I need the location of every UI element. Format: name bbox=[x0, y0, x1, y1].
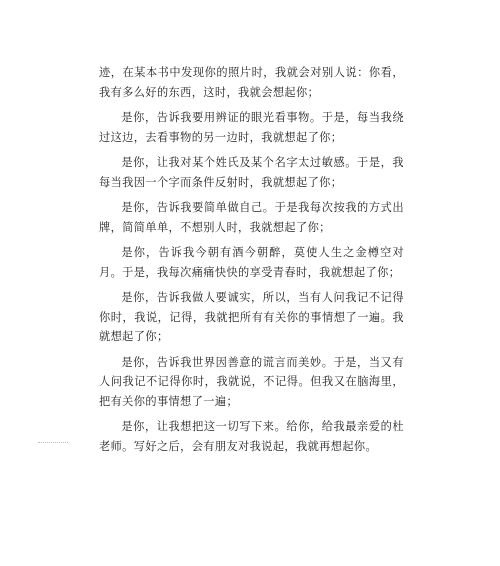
paragraph-5: 是你，告诉我今朝有酒今朝醉，莫使人生之金樽空对月。于是，我每次痛痛快快的享受青春时，我就想起了你； bbox=[99, 246, 404, 279]
paragraph-8: 是你，让我想把这一切写下来。给你，给我最亲爱的杜老师。写好之后，会有朋友对我说起，我就再想起你。 bbox=[99, 420, 404, 453]
paragraph-3: 是你，让我对某个姓氏及某个名字太过敏感。于是，我每当我因一个字而条件反射时，我就想起了你； bbox=[99, 156, 404, 189]
paragraph-7: 是你，告诉我世界因善意的谎言而美妙。于是，当又有人问我记不记得你时，我就说，不记得。但我又在脑海里，把有关你的事情想了一遍； bbox=[99, 355, 404, 408]
document-body bbox=[99, 63, 404, 462]
paragraph-2: 是你，告诉我要用辨证的眼光看事物。于是，每当我绕过这边，去看事物的另一边时，我就想起了你； bbox=[99, 111, 404, 144]
paragraph-1: 迹，在某本书中发现你的照片时，我就会对别人说：你看，我有多么好的东西，这时，我就会想起你； bbox=[99, 66, 404, 99]
paragraph-4: 是你，告诉我要简单做自己。于是我每次按我的方式出牌，简简单单，不想别人时，我就想起了你； bbox=[99, 201, 404, 234]
paragraph-6: 是你，告诉我做人要诚实，所以，当有人问我记不记得你时，我说，记得，我就把所有有关你的事情想了一遍。我就想起了你； bbox=[99, 291, 404, 343]
footer-divider bbox=[38, 442, 68, 443]
